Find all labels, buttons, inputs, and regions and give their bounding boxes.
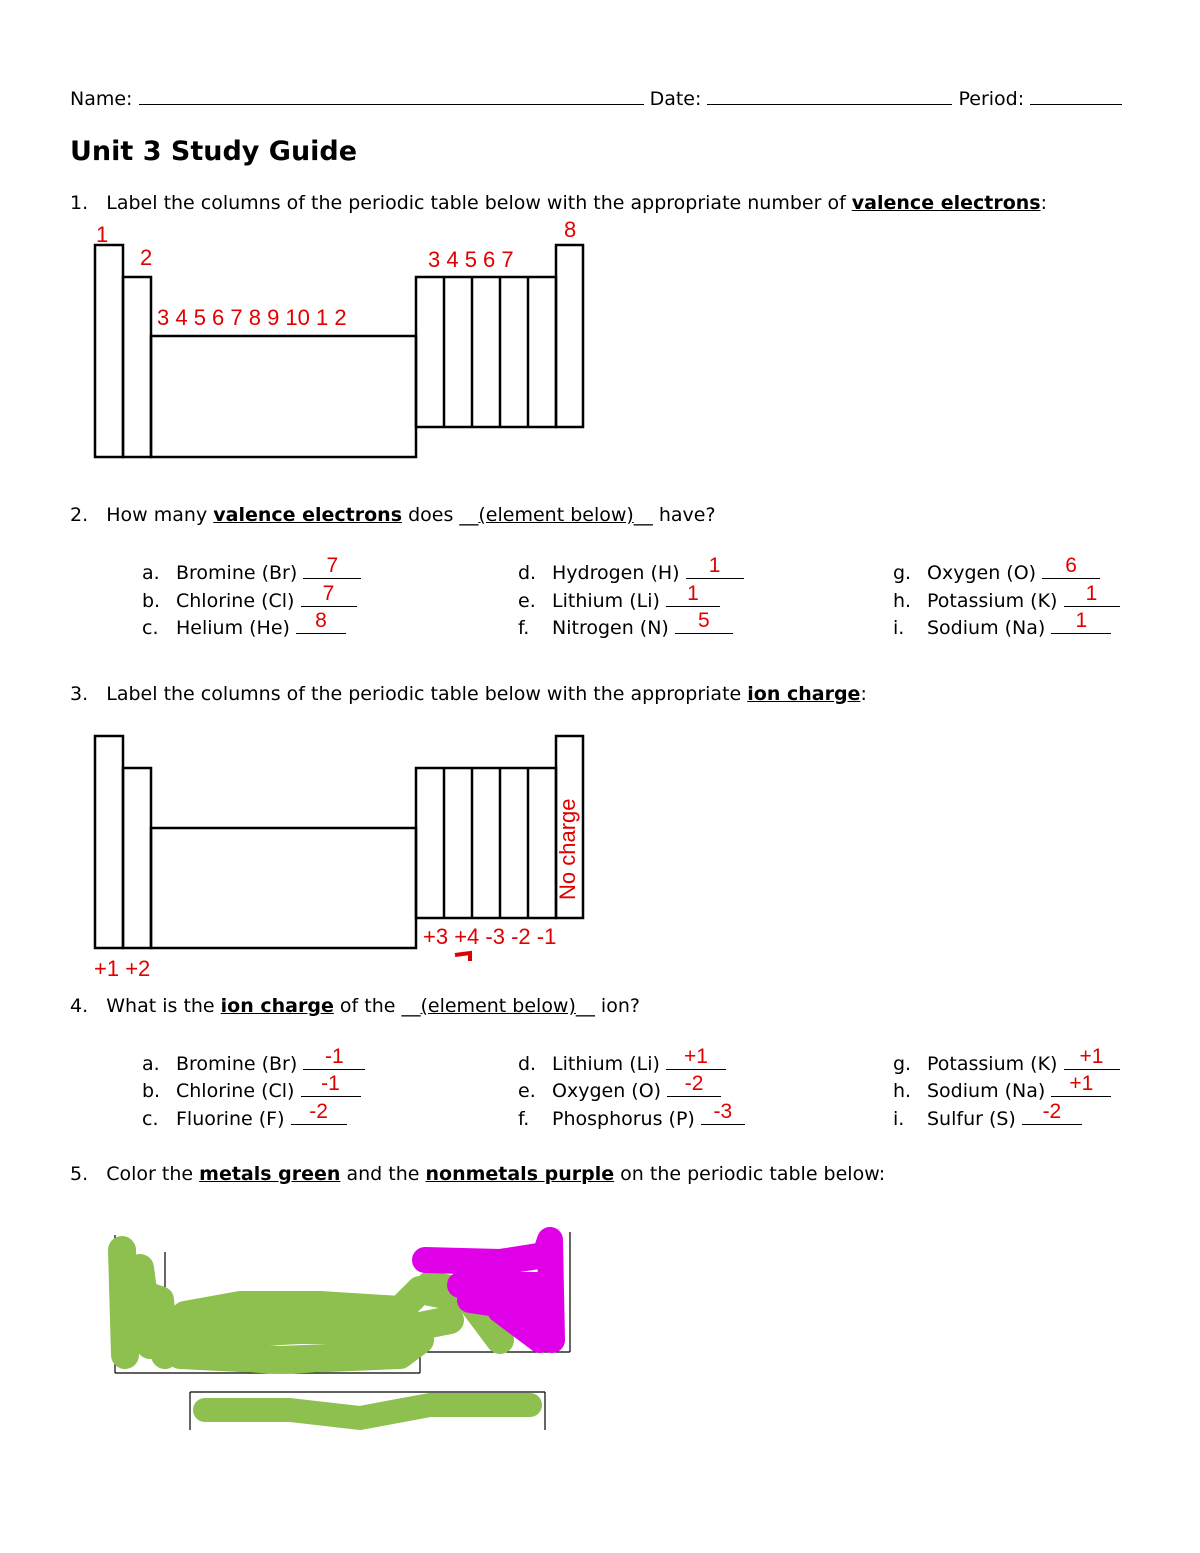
answer-value: -2 <box>309 1100 328 1123</box>
period-label: Period: <box>958 88 1025 110</box>
answer-value: +1 <box>1069 1072 1094 1095</box>
answer-value: 7 <box>326 554 339 577</box>
label-groups-3-12: 3 4 5 6 7 8 9 10 1 2 <box>157 305 347 330</box>
answer-value: -2 <box>1042 1100 1062 1123</box>
answer-value: -2 <box>684 1072 704 1095</box>
label-ion-groups-1-2: +1 +2 <box>94 956 151 981</box>
answer-value: 1 <box>1085 582 1098 605</box>
periodic-table-outline-1 <box>95 245 583 457</box>
label-groups-13-17: 3 4 5 6 7 <box>428 247 514 272</box>
answer-blank[interactable] <box>667 1072 721 1097</box>
answer-blank[interactable] <box>296 609 346 634</box>
answer-item: f. Nitrogen (N) 5 <box>518 615 733 639</box>
answer-blank[interactable] <box>701 1100 745 1125</box>
answer-item: c. Helium (He) 8 <box>142 615 346 639</box>
answer-blank[interactable] <box>666 582 720 607</box>
name-label: Name: Date: Period: <box>70 86 1122 110</box>
answer-item: h. Potassium (K) 1 <box>893 588 1120 612</box>
answer-item: b. Chlorine (Cl) -1 <box>142 1078 361 1102</box>
answer-blank[interactable] <box>301 1072 361 1097</box>
question-3: 3. Label the columns of the periodic table below with the appropriate ion charge: <box>70 683 867 705</box>
answer-item: g. Oxygen (O) 6 <box>893 560 1100 584</box>
answer-blank[interactable] <box>1064 582 1120 607</box>
answer-item: b. Chlorine (Cl) 7 <box>142 588 357 612</box>
answer-value: 8 <box>315 609 327 632</box>
question-5: 5. Color the metals green and the nonmetals purple on the periodic table below: <box>70 1163 886 1185</box>
answer-blank[interactable] <box>686 554 744 579</box>
label-group-18: 8 <box>564 217 577 242</box>
answer-value: -3 <box>713 1100 733 1123</box>
red-mark <box>455 953 470 961</box>
answer-value: -1 <box>321 1072 340 1095</box>
label-ion-groups-13-17: +3 +4 -3 -2 -1 <box>423 924 557 949</box>
answer-item: g. Potassium (K) +1 <box>893 1051 1120 1075</box>
answer-blank[interactable] <box>301 582 357 607</box>
answer-blank[interactable] <box>1042 554 1100 579</box>
answer-item: e. Lithium (Li) 1 <box>518 588 720 612</box>
question-1: 1. Label the columns of the periodic table below with the appropriate number of valence electrons: <box>70 192 1047 214</box>
answer-blank[interactable] <box>1064 1045 1120 1070</box>
answer-item: i. Sodium (Na) 1 <box>893 615 1111 639</box>
label-group-1: 1 <box>96 222 109 247</box>
label-no-charge: No charge <box>555 798 580 900</box>
answer-blank[interactable] <box>291 1100 347 1125</box>
answer-item: d. Hydrogen (H) 1 <box>518 560 744 584</box>
answer-value: 1 <box>1075 609 1088 632</box>
answer-blank[interactable] <box>1051 1072 1111 1097</box>
answer-blank[interactable] <box>675 609 733 634</box>
answer-item: d. Lithium (Li) +1 <box>518 1051 726 1075</box>
label-group-2: 2 <box>140 245 153 270</box>
answer-value: 5 <box>698 609 710 632</box>
answer-value: 1 <box>708 554 721 577</box>
page-title: Unit 3 Study Guide <box>70 136 358 167</box>
date-label: Date: <box>649 88 702 110</box>
answer-item: e. Oxygen (O) -2 <box>518 1078 721 1102</box>
answer-blank[interactable] <box>1051 609 1111 634</box>
answer-value: -1 <box>325 1045 344 1068</box>
answer-value: 1 <box>687 582 699 605</box>
metals-green-scribble-lower <box>205 1405 530 1418</box>
answer-item: a. Bromine (Br) 7 <box>142 560 361 584</box>
periodic-table-outline-2 <box>95 736 583 948</box>
question-4: 4. What is the ion charge of the __(element below)__ ion? <box>70 995 640 1017</box>
answer-blank[interactable] <box>1022 1100 1082 1125</box>
answer-value: +1 <box>683 1045 708 1068</box>
answer-value: 7 <box>322 582 335 605</box>
question-2: 2. How many valence electrons does __(element below)__ have? <box>70 504 716 526</box>
answer-item: f. Phosphorus (P) -3 <box>518 1106 745 1130</box>
answer-item: h. Sodium (Na) +1 <box>893 1078 1111 1102</box>
answer-value: 6 <box>1065 554 1077 577</box>
answer-blank[interactable] <box>303 1045 365 1070</box>
answer-item: a. Bromine (Br) -1 <box>142 1051 365 1075</box>
answer-value: +1 <box>1079 1045 1104 1068</box>
answer-item: i. Sulfur (S) -2 <box>893 1106 1082 1130</box>
answer-item: c. Fluorine (F) -2 <box>142 1106 347 1130</box>
answer-blank[interactable] <box>303 554 361 579</box>
answer-blank[interactable] <box>666 1045 726 1070</box>
